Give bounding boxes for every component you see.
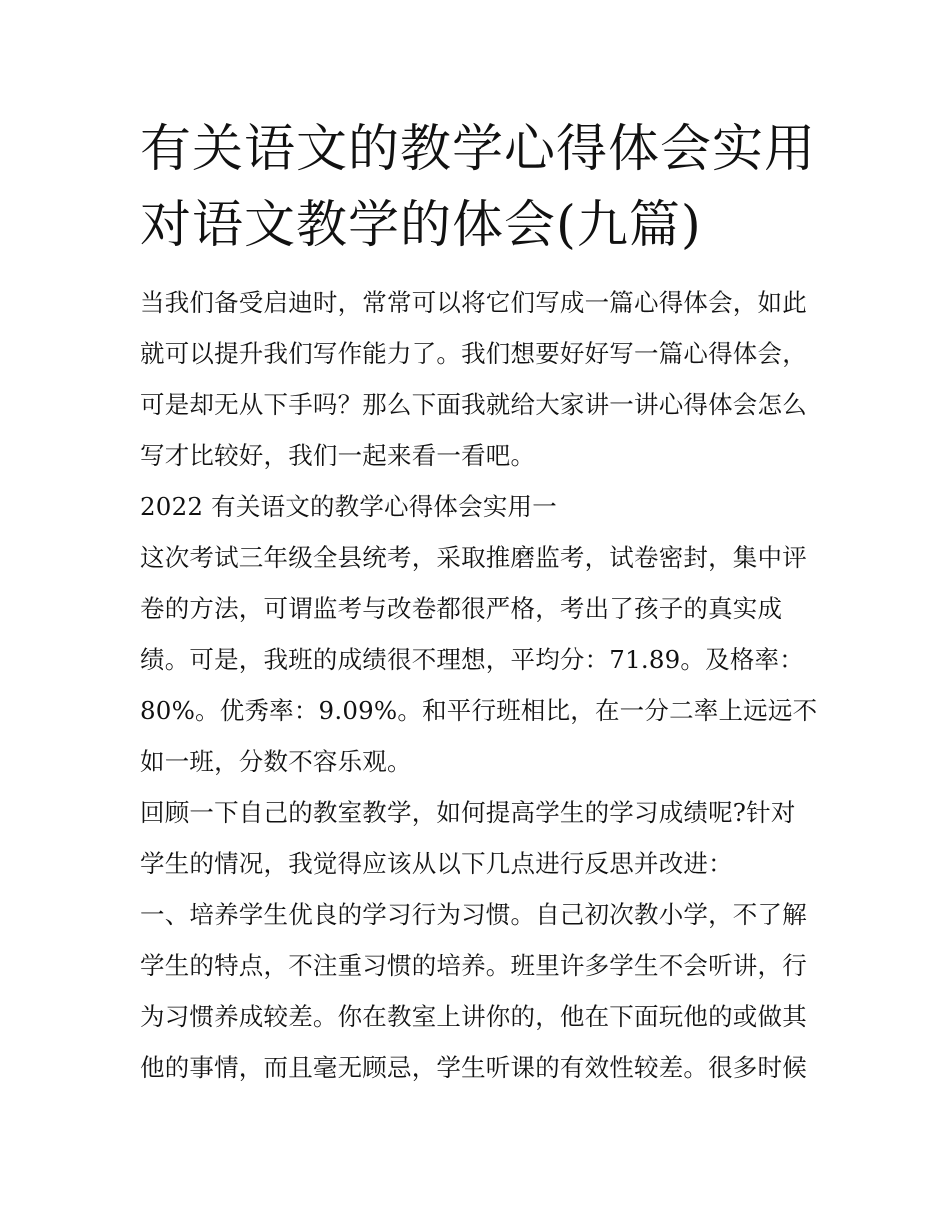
text-line: 绩。可是，我班的成绩很不理想，平均分：71.89。及格率： [140,645,804,674]
title-line: 对语文教学的体会(九篇) [140,196,702,255]
text-line: 就可以提升我们写作能力了。我们想要好好写一篇心得体会， [140,339,807,368]
title-line: 有关语文的教学心得体会实用 [140,120,817,179]
text-line: 可是却无从下手吗？那么下面我就给大家讲一讲心得体会怎么 [140,390,807,419]
text-line: 为习惯养成较差。你在教室上讲你的，他在下面玩他的或做其 [140,1002,807,1031]
text-line: 当我们备受启迪时，常常可以将它们写成一篇心得体会，如此 [140,288,807,317]
intro-paragraph [140,277,820,481]
document-title [140,112,820,264]
text-line: 卷的方法，可谓监考与改卷都很严格，考出了孩子的真实成 [140,594,783,623]
text-line: 2022 有关语文的教学心得体会实用一 [140,492,557,521]
text-line: 如一班，分数不容乐观。 [140,747,412,776]
section-heading [140,481,820,532]
reflection-paragraph [140,787,820,889]
text-line: 写才比较好，我们一起来看一看吧。 [140,441,536,470]
habits-paragraph [140,889,820,1093]
text-line: 他的事情，而且毫无顾忌，学生听课的有效性较差。很多时候 [140,1053,807,1082]
text-line: 这次考试三年级全县统考，采取推磨监考，试卷密封，集中评 [140,543,807,572]
text-line: 学生的特点，不注重习惯的培养。班里许多学生不会听讲，行 [140,951,807,980]
text-line: 学生的情况，我觉得应该从以下几点进行反思并改进： [140,849,733,878]
document-body [140,277,820,1093]
text-line: 80%。优秀率：9.09%。和平行班相比，在一分二率上远远不 [140,696,818,725]
exam-paragraph [140,532,820,787]
text-line: 一、培养学生优良的学习行为习惯。自己初次教小学，不了解 [140,900,807,929]
text-line: 回顾一下自己的教室教学，如何提高学生的学习成绩呢?针对 [140,798,796,827]
